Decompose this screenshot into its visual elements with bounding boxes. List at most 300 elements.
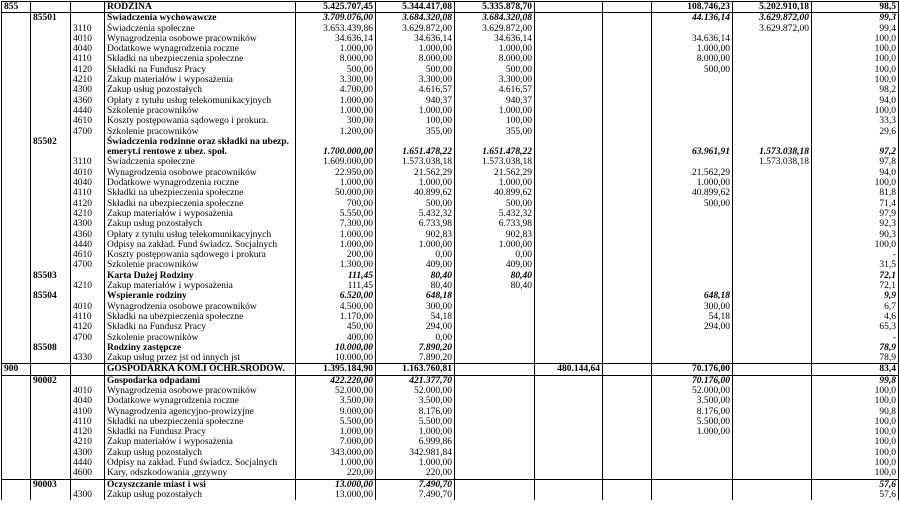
cell-nazwa: Składki na ubezpieczenia społeczne [105,417,296,427]
table-row [2,322,899,332]
cell-inwestycje [535,250,603,260]
cell-dzial [2,230,31,240]
cell-procent: 100,0 [812,75,899,85]
cell-procent: 72,1 [812,281,899,291]
cell-inwestycje [535,407,603,417]
cell-plan: 3.709.076,00 [296,13,376,24]
cell-plan: 50.000,00 [296,188,376,198]
cell-inwestycje [535,302,603,312]
cell-dotacje [603,271,652,281]
cell-nazwa: Zakup usług pozostałych [105,448,296,458]
cell-nazwa: Wynagrodzenia agencyjno-prowizyjne [105,407,296,417]
cell-swiadczenia [733,396,812,406]
cell-paragraf [71,137,105,158]
cell-wykonanie: 6.999,86 [376,437,455,447]
cell-wydatki-biezace [455,322,535,332]
cell-swiadczenia [733,364,812,375]
table-row [2,417,899,427]
cell-inwestycje [535,343,603,353]
cell-swiadczenia [733,375,812,386]
cell-wykonanie: 52.000,00 [376,386,455,396]
cell-rozdzial [31,260,71,270]
cell-wydatki-biezace: 4.616,57 [455,85,535,95]
cell-swiadczenia: 3.629.872,00 [733,24,812,34]
cell-dotacje [603,34,652,44]
cell-wynagrodzenia: 70.176,00 [652,364,733,375]
cell-inwestycje [535,353,603,364]
cell-paragraf: 4440 [71,458,105,468]
cell-rozdzial [31,24,71,34]
cell-paragraf: 4120 [71,199,105,209]
cell-procent: 57,6 [812,490,899,500]
cell-wynagrodzenia [652,281,733,291]
cell-dotacje [603,312,652,322]
cell-swiadczenia [733,479,812,490]
cell-paragraf: 4010 [71,34,105,44]
cell-wydatki-biezace [455,291,535,301]
cell-rozdzial [31,157,71,167]
cell-rozdzial [31,458,71,468]
table-row [2,199,899,209]
cell-wydatki-biezace [455,448,535,458]
cell-paragraf: 4110 [71,417,105,427]
cell-rozdzial [31,333,71,343]
cell-rozdzial [31,322,71,332]
cell-nazwa: Karta Dużej Rodziny [105,271,296,281]
cell-plan: 1.609.000,00 [296,157,376,167]
cell-nazwa: Zakup usług pozostałych [105,85,296,95]
cell-nazwa: Dodatkowe wynagrodzenia roczne [105,44,296,54]
cell-wydatki-biezace: 21.562,29 [455,168,535,178]
cell-dzial [2,396,31,406]
cell-rozdzial: 85503 [31,271,71,281]
cell-wykonanie: 3.684.320,08 [376,13,455,24]
cell-nazwa: Opłaty z tytułu usług telekomunikacyjnych [105,96,296,106]
cell-dzial [2,209,31,219]
cell-wydatki-biezace [455,479,535,490]
cell-paragraf: 3110 [71,24,105,34]
cell-dzial [2,168,31,178]
cell-nazwa: Zakup usług pozostałych [105,219,296,229]
cell-wydatki-biezace [455,490,535,500]
cell-plan: 5.425.707,45 [296,2,376,13]
cell-wykonanie: 54,18 [376,312,455,322]
cell-dzial [2,54,31,64]
cell-dzial [2,417,31,427]
cell-rozdzial [31,312,71,322]
cell-nazwa: Dodatkowe wynagrodzenia roczne [105,396,296,406]
table-row [2,343,899,353]
cell-procent: 92,3 [812,219,899,229]
table-row [2,96,899,106]
cell-plan: 13.000,00 [296,479,376,490]
cell-inwestycje [535,188,603,198]
cell-wynagrodzenia [652,240,733,250]
cell-swiadczenia [733,417,812,427]
cell-dzial [2,178,31,188]
cell-procent: 100,0 [812,65,899,75]
cell-paragraf: 4120 [71,65,105,75]
cell-dzial [2,127,31,137]
cell-wydatki-biezace: 409,00 [455,260,535,270]
cell-inwestycje [535,333,603,343]
cell-inwestycje [535,127,603,137]
cell-procent: 100,0 [812,54,899,64]
cell-nazwa: Gospodarka odpadami [105,375,296,386]
cell-plan: 4.700,00 [296,85,376,95]
cell-inwestycje [535,490,603,500]
table-row [2,437,899,447]
cell-paragraf: 4110 [71,312,105,322]
cell-dotacje [603,260,652,270]
cell-dotacje [603,375,652,386]
cell-inwestycje [535,312,603,322]
cell-dzial [2,479,31,490]
cell-dzial: 855 [2,2,31,13]
cell-wykonanie: 7.490,70 [376,490,455,500]
cell-dzial [2,343,31,353]
cell-wynagrodzenia [652,271,733,281]
cell-swiadczenia [733,322,812,332]
cell-swiadczenia [733,75,812,85]
cell-plan: 1.000,00 [296,178,376,188]
cell-plan: 6.520,00 [296,291,376,301]
cell-plan: 3.500,00 [296,396,376,406]
cell-plan: 4.500,00 [296,302,376,312]
cell-rozdzial: 90003 [31,479,71,490]
cell-wynagrodzenia [652,490,733,500]
cell-inwestycje [535,54,603,64]
cell-inwestycje [535,322,603,332]
cell-swiadczenia: 5.202.910,18 [733,2,812,13]
cell-wykonanie: 0,00 [376,333,455,343]
cell-dotacje [603,407,652,417]
cell-procent: 100,0 [812,44,899,54]
cell-dzial [2,291,31,301]
cell-paragraf: 4360 [71,230,105,240]
cell-inwestycje [535,230,603,240]
cell-dzial [2,322,31,332]
cell-wydatki-biezace [455,364,535,375]
cell-procent: 100,0 [812,34,899,44]
cell-rozdzial: 85502 [31,137,71,158]
cell-dotacje [603,448,652,458]
cell-nazwa: Zakup materiałów i wyposażenia [105,437,296,447]
cell-wynagrodzenia: 54,18 [652,312,733,322]
cell-inwestycje [535,85,603,95]
cell-swiadczenia [733,343,812,353]
cell-inwestycje [535,96,603,106]
cell-dotacje [603,479,652,490]
cell-dotacje [603,188,652,198]
cell-wynagrodzenia [652,127,733,137]
cell-rozdzial [31,302,71,312]
cell-wydatki-biezace: 902,83 [455,230,535,240]
cell-dotacje [603,209,652,219]
cell-wykonanie: 220,00 [376,468,455,479]
cell-plan: 1.200,00 [296,127,376,137]
cell-dotacje [603,219,652,229]
cell-wydatki-biezace: 0,00 [455,250,535,260]
cell-dotacje [603,13,652,24]
cell-nazwa: Opłaty z tytułu usług telekomunikacyjnych [105,230,296,240]
cell-inwestycje [535,44,603,54]
cell-inwestycje [535,137,603,158]
cell-wydatki-biezace [455,417,535,427]
cell-wydatki-biezace: 80,40 [455,281,535,291]
cell-nazwa: Zakup usług przez jst od innych jst [105,353,296,364]
cell-nazwa: Składki na ubezpieczenia społeczne [105,188,296,198]
cell-wykonanie: 1.000,00 [376,458,455,468]
cell-dzial [2,302,31,312]
cell-dotacje [603,291,652,301]
cell-procent: 100,0 [812,240,899,250]
cell-wynagrodzenia [652,106,733,116]
cell-swiadczenia [733,333,812,343]
cell-rozdzial [31,250,71,260]
cell-wydatki-biezace: 1.651.478,22 [455,137,535,158]
cell-wykonanie: 409,00 [376,260,455,270]
cell-nazwa: RODZINA [105,2,296,13]
cell-nazwa: Wynagrodzenia osobowe pracowników [105,34,296,44]
cell-dotacje [603,230,652,240]
cell-paragraf: 4700 [71,127,105,137]
cell-wydatki-biezace: 940,37 [455,96,535,106]
cell-wynagrodzenia: 500,00 [652,199,733,209]
cell-swiadczenia [733,188,812,198]
cell-dotacje [603,127,652,137]
cell-swiadczenia [733,260,812,270]
cell-plan: 5.500,00 [296,417,376,427]
table-row [2,13,899,24]
cell-dotacje [603,250,652,260]
cell-procent: 90,8 [812,407,899,417]
cell-dzial [2,13,31,24]
cell-wynagrodzenia [652,353,733,364]
cell-paragraf: 4600 [71,468,105,479]
table-row [2,24,899,34]
cell-paragraf [71,479,105,490]
cell-dotacje [603,427,652,437]
cell-inwestycje [535,281,603,291]
cell-paragraf: 4010 [71,302,105,312]
cell-wykonanie: 1.000,00 [376,240,455,250]
cell-nazwa: Koszty postępowania sądowego i prokura [105,250,296,260]
cell-wydatki-biezace: 6.733,98 [455,219,535,229]
cell-inwestycje [535,24,603,34]
cell-rozdzial: 85504 [31,291,71,301]
cell-plan: 8.000,00 [296,54,376,64]
cell-rozdzial [31,2,71,13]
cell-rozdzial [31,127,71,137]
cell-swiadczenia [733,230,812,240]
cell-plan: 200,00 [296,250,376,260]
cell-dotacje [603,490,652,500]
cell-rozdzial [31,188,71,198]
cell-procent: 100,0 [812,458,899,468]
cell-wykonanie: 7.890,20 [376,343,455,353]
cell-wynagrodzenia: 34.636,14 [652,34,733,44]
cell-rozdzial [31,75,71,85]
cell-dotacje [603,157,652,167]
cell-procent: 4,6 [812,312,899,322]
cell-paragraf: 4040 [71,396,105,406]
cell-paragraf: 4610 [71,250,105,260]
cell-rozdzial [31,230,71,240]
cell-dzial [2,65,31,75]
table-row [2,479,899,490]
cell-paragraf [71,13,105,24]
cell-paragraf: 4210 [71,75,105,85]
cell-swiadczenia [733,448,812,458]
cell-dotacje [603,364,652,375]
cell-wykonanie: 5.500,00 [376,417,455,427]
cell-inwestycje [535,260,603,270]
cell-rozdzial: 85508 [31,343,71,353]
cell-nazwa: Wynagrodzenia osobowe pracowników [105,302,296,312]
cell-dotacje [603,199,652,209]
cell-nazwa: Koszty postępowania sądowego i prokura. [105,116,296,126]
table-row [2,209,899,219]
cell-procent: 99,4 [812,24,899,34]
cell-plan: 1.170,00 [296,312,376,322]
table-row [2,386,899,396]
cell-wydatki-biezace: 1.573.038,18 [455,157,535,167]
cell-paragraf: 4330 [71,353,105,364]
cell-dzial [2,468,31,479]
cell-nazwa: Wynagrodzenia osobowe pracowników [105,386,296,396]
cell-wynagrodzenia: 8.000,00 [652,54,733,64]
cell-procent: 98,5 [812,2,899,13]
cell-plan: 343.000,00 [296,448,376,458]
cell-wydatki-biezace [455,407,535,417]
cell-dzial [2,490,31,500]
cell-swiadczenia: 3.629.872,00 [733,13,812,24]
cell-procent: 100,0 [812,468,899,479]
cell-plan: 1.000,00 [296,240,376,250]
cell-plan: 450,00 [296,322,376,332]
cell-rozdzial [31,85,71,95]
cell-rozdzial [31,427,71,437]
cell-nazwa: Składki na Fundusz Pracy [105,427,296,437]
cell-wynagrodzenia [652,448,733,458]
cell-wynagrodzenia: 1.000,00 [652,178,733,188]
cell-procent: 78,9 [812,343,899,353]
cell-dzial [2,281,31,291]
cell-swiadczenia [733,271,812,281]
budget-table-body [2,2,899,501]
cell-paragraf: 4120 [71,322,105,332]
cell-inwestycje [535,271,603,281]
table-row [2,178,899,188]
cell-swiadczenia [733,437,812,447]
cell-dzial [2,240,31,250]
cell-dotacje [603,386,652,396]
cell-wykonanie: 300,00 [376,302,455,312]
cell-paragraf: 4300 [71,490,105,500]
cell-wykonanie: 3.629.872,00 [376,24,455,34]
cell-swiadczenia [733,353,812,364]
cell-dzial [2,386,31,396]
cell-wykonanie: 80,40 [376,281,455,291]
cell-inwestycje [535,468,603,479]
cell-wynagrodzenia: 44.136,14 [652,13,733,24]
cell-wykonanie: 7.490,70 [376,479,455,490]
table-row [2,54,899,64]
cell-paragraf [71,271,105,281]
cell-rozdzial: 85501 [31,13,71,24]
cell-wynagrodzenia: 300,00 [652,302,733,312]
cell-procent: 100,0 [812,427,899,437]
cell-procent: 72,1 [812,271,899,281]
cell-procent: 9,9 [812,291,899,301]
cell-dotacje [603,178,652,188]
cell-dotacje [603,116,652,126]
cell-wykonanie: 3.300,00 [376,75,455,85]
cell-wydatki-biezace: 500,00 [455,199,535,209]
cell-procent: 97,2 [812,137,899,158]
cell-swiadczenia [733,468,812,479]
cell-plan: 1.395.184,90 [296,364,376,375]
cell-wydatki-biezace: 40.899,62 [455,188,535,198]
cell-plan: 7.300,00 [296,219,376,229]
cell-dotacje [603,322,652,332]
cell-wynagrodzenia [652,468,733,479]
cell-dotacje [603,85,652,95]
cell-wykonanie: 100,00 [376,116,455,126]
cell-paragraf: 4040 [71,44,105,54]
cell-swiadczenia [733,302,812,312]
cell-swiadczenia [733,168,812,178]
cell-nazwa: Wynagrodzenia osobowe pracowników [105,168,296,178]
cell-plan: 34.636,14 [296,34,376,44]
cell-dzial [2,96,31,106]
cell-procent: 100,0 [812,178,899,188]
cell-wydatki-biezace [455,353,535,364]
cell-wykonanie: 7.890,20 [376,353,455,364]
cell-dotacje [603,353,652,364]
cell-procent: 94,0 [812,168,899,178]
cell-swiadczenia [733,65,812,75]
cell-procent: 97,8 [812,157,899,167]
cell-wynagrodzenia: 21.562,29 [652,168,733,178]
cell-inwestycje [535,291,603,301]
cell-wynagrodzenia [652,75,733,85]
cell-wykonanie: 1.000,00 [376,427,455,437]
cell-procent: 100,0 [812,437,899,447]
cell-plan: 220,00 [296,468,376,479]
cell-nazwa: Świadczenia społeczne [105,157,296,167]
cell-dotacje [603,468,652,479]
cell-plan: 400,00 [296,333,376,343]
cell-wydatki-biezace [455,458,535,468]
cell-dotacje [603,240,652,250]
table-row [2,333,899,343]
cell-inwestycje [535,427,603,437]
cell-wykonanie: 34.636,14 [376,34,455,44]
cell-inwestycje [535,65,603,75]
cell-inwestycje [535,219,603,229]
cell-procent: 100,0 [812,417,899,427]
cell-dotacje [603,281,652,291]
cell-paragraf: 4100 [71,407,105,417]
cell-dzial [2,448,31,458]
cell-wydatki-biezace: 100,00 [455,116,535,126]
cell-dotacje [603,54,652,64]
cell-wydatki-biezace [455,343,535,353]
table-row [2,75,899,85]
cell-dotacje [603,96,652,106]
